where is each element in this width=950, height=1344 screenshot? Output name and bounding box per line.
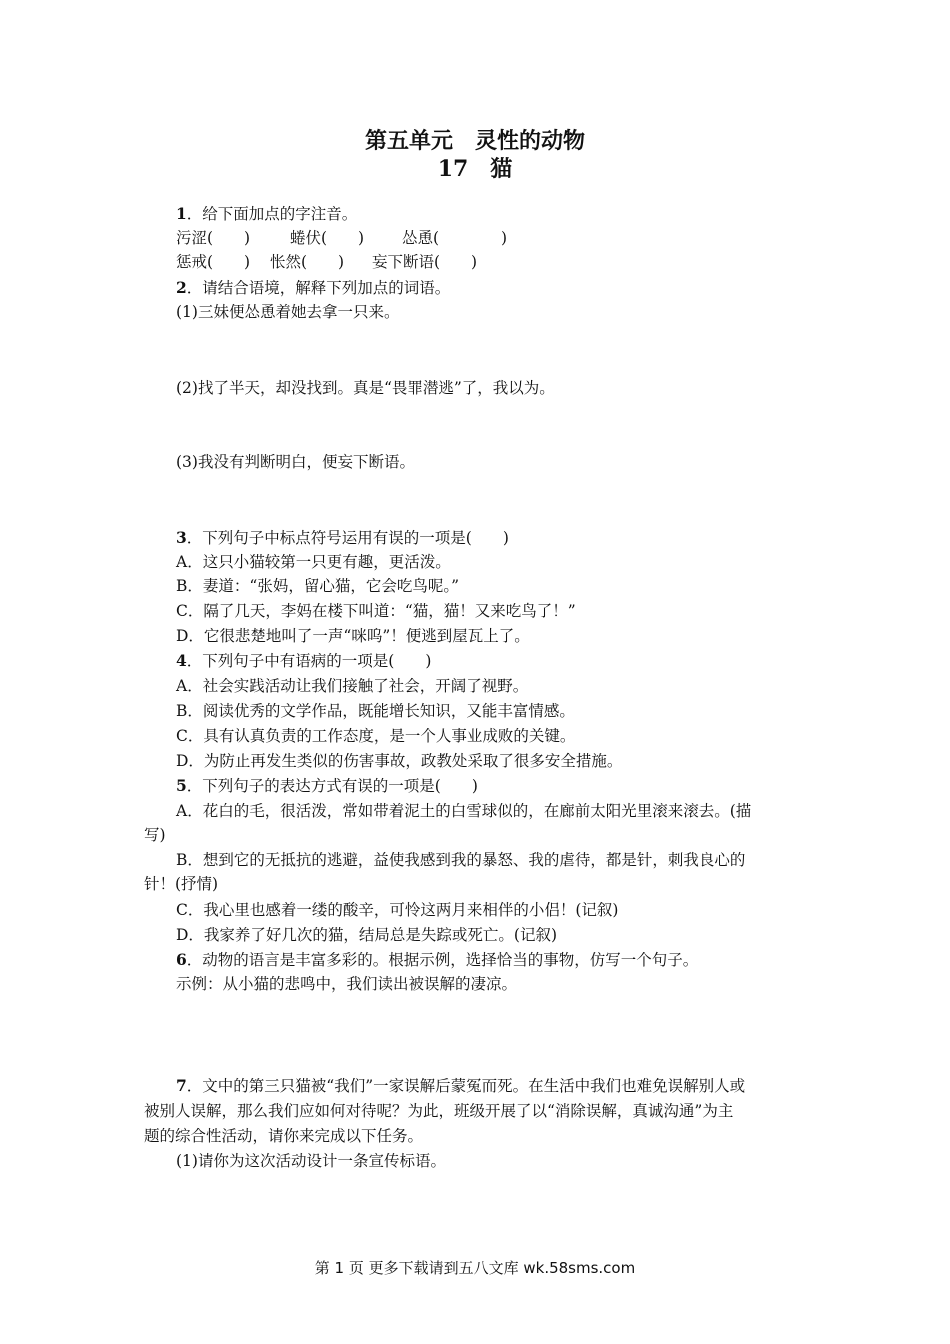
q1-item: 妄下断语( ) (372, 253, 478, 271)
q7-line: 被别人误解，那么我们应如何对待呢？为此，班级开展了以“消除误解，真诚沟通”为主 (144, 1102, 734, 1120)
page-footer: 第 1 页 更多下载请到五八文库 wk.58sms.com (314, 1259, 636, 1277)
option: A．社会实践活动让我们接触了社会，开阔了视野。 (176, 677, 529, 695)
option: A．这只小猫较第一只更有趣，更活泼。 (176, 553, 451, 571)
question-7: 7．文中的第三只猫被“我们”一家误解后蒙冤而死。在生活中我们也难免误解别人或 (176, 1076, 746, 1095)
question-4: 4．下列句子中有语病的一项是( ) (176, 651, 432, 670)
q2-sentence-2: (2)找了半天，却没找到。真是“畏罪潜逃”了，我以为。 (176, 379, 555, 397)
q1-item: 怂恿( ) (402, 229, 508, 247)
q6-example: 示例：从小猫的悲鸣中，我们读出被误解的凄凉。 (176, 975, 518, 993)
option: D．我家养了好几次的猫，结局总是失踪或死亡。(记叙) (176, 926, 558, 944)
option-cont: 写) (144, 826, 166, 844)
option: B．阅读优秀的文学作品，既能增长知识，又能丰富情感。 (176, 702, 575, 720)
question-3: 3．下列句子中标点符号运用有误的一项是( ) (176, 528, 509, 547)
q1-item: 污涩( ) (176, 229, 251, 247)
q1-item: 怅然( ) (270, 253, 345, 271)
unit-title: 第五单元 灵性的动物 (364, 128, 585, 154)
question-6: 6．动物的语言是丰富多彩的。根据示例，选择恰当的事物，仿写一个句子。 (176, 950, 699, 969)
q7-sub-1: (1)请你为这次活动设计一条宣传标语。 (176, 1152, 446, 1170)
q2-sentence-1: (1)三妹便怂恿着她去拿一只来。 (176, 303, 400, 321)
lesson-title: 17 猫 (437, 156, 513, 182)
q1-item: 蜷伏( ) (290, 229, 365, 247)
q1-item: 惩戒( ) (176, 253, 251, 271)
q2-sentence-3: (3)我没有判断明白，便妄下断语。 (176, 453, 415, 471)
option: B．想到它的无抵抗的逃避，益使我感到我的暴怒、我的虐待，都是针，刺我良心的 (176, 851, 746, 869)
option: C．隔了几天，李妈在楼下叫道：“猫，猫！又来吃鸟了！” (176, 602, 576, 620)
question-1: 1．给下面加点的字注音。 (176, 204, 358, 223)
option: D．为防止再发生类似的伤害事故，政教处采取了很多安全措施。 (176, 752, 623, 770)
option: D．它很悲楚地叫了一声“咪呜”！便逃到屋瓦上了。 (176, 627, 530, 645)
option: C．我心里也感着一缕的酸辛，可怜这两月来相伴的小侣！(记叙) (176, 901, 619, 919)
option: C．具有认真负责的工作态度，是一个人事业成败的关键。 (176, 727, 576, 745)
question-2: 2．请结合语境，解释下列加点的词语。 (176, 278, 451, 297)
option-cont: 针！(抒情) (144, 875, 219, 893)
question-5: 5．下列句子的表达方式有误的一项是( ) (176, 776, 478, 795)
q7-line: 题的综合性活动，请你来完成以下任务。 (144, 1127, 424, 1145)
option: B．妻道：“张妈，留心猫，它会吃鸟呢。” (176, 577, 459, 595)
option: A．花白的毛，很活泼，常如带着泥土的白雪球似的，在廊前太阳光里滚来滚去。(描 (176, 802, 752, 820)
